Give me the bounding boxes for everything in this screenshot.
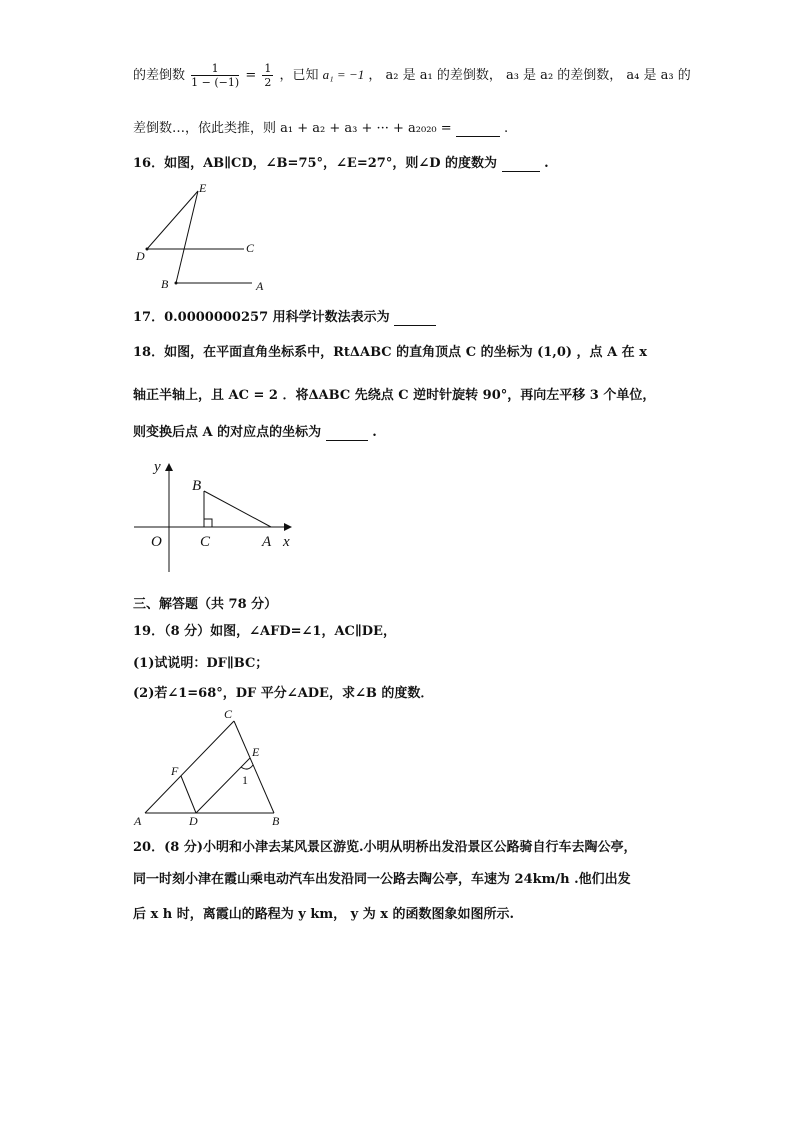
q15-line2-text: 差倒数…，依此类推，则 a₁ + a₂ + a₃ + ··· + a₂₀₂₀ = (133, 121, 452, 136)
label-b: B (192, 478, 202, 494)
q20-line1-text: 20．(8 分)小明和小津去某风景区游览.小明从明桥出发沿景区公路骑自行车去陶公亭， (133, 840, 637, 855)
label-e: E (199, 181, 207, 195)
q15-part2: ， a₂ 是 a₁ 的差倒数， a₃ 是 a₂ 的差倒数， a₄ 是 a₃ 的 (368, 68, 691, 83)
label-c: C (246, 241, 255, 255)
q18-line2-text: 轴正半轴上，且 AC = 2 ．将ΔABC 先绕点 C 逆时针旋转 90°，再向左平移 3 个单位， (133, 388, 656, 403)
q18-line3-text: 则变换后点 A 的对应点的坐标为 (133, 425, 322, 440)
q16-end: . (544, 156, 549, 171)
frac1-den: 1 − (−1) (191, 76, 240, 89)
label-a: A (134, 814, 142, 828)
segment-ac (145, 721, 234, 813)
q20-line2 (133, 868, 631, 887)
label-y: y (154, 459, 161, 475)
label-x: x (283, 534, 290, 550)
label-c: C (200, 534, 211, 550)
label-e: E (252, 745, 260, 759)
q15-a1-value: a₁ = −1 (322, 67, 365, 82)
q19-line3-text: (2)若∠1=68°，DF 平分∠ADE，求∠B 的度数． (133, 686, 434, 701)
segment-fd (181, 776, 196, 813)
label-1: 1 (242, 773, 248, 787)
section3-title-text: 三、解答题（共 78 分） (133, 597, 278, 612)
label-d: D (189, 814, 198, 828)
q20-line1 (133, 836, 637, 855)
q20-line3-text: 后 x h 时，离霞山的路程为 y km， y 为 x 的函数图象如图所示. (133, 907, 515, 922)
label-a: A (256, 279, 264, 293)
frac2-num: 1 (264, 62, 272, 75)
label-b: B (161, 277, 169, 291)
q15-prefix: 的差倒数 (133, 68, 186, 83)
frac1-num: 1 (191, 62, 239, 76)
label-c: C (224, 707, 233, 721)
label-a: A (262, 534, 272, 550)
q15-given: ，已知 (279, 68, 319, 83)
q18-end: . (372, 425, 377, 440)
q15-line2-end: . (503, 121, 509, 136)
frac2-den: 2 (264, 76, 272, 89)
q15-equals: = (245, 68, 257, 83)
label-b: B (272, 814, 280, 828)
segment-cb (234, 721, 274, 813)
q20-line2-text: 同一时刻小津在霞山乘电动汽车出发沿同一公路去陶公亭，车速为 24km/h .他们出发 (133, 872, 631, 887)
q16-text: 16．如图，AB∥CD，∠B=75°，∠E=27°，则∠D 的度数为 (133, 156, 498, 171)
q19-line1-text: 19．（8 分）如图，∠AFD=∠1，AC∥DE， (133, 624, 396, 639)
q17-text: 17．0.0000000257 用科学计数法表示为 (133, 310, 390, 325)
q19-line2-text: (1)试说明：DF∥BC； (133, 656, 269, 671)
label-o: O (151, 534, 162, 550)
q20-line3 (133, 903, 514, 922)
label-d: D (136, 249, 145, 263)
q18-line1-text: 18．如图，在平面直角坐标系中，RtΔABC 的直角顶点 C 的坐标为 (1,0) ，点 A 在 x (133, 345, 647, 360)
label-f: F (171, 764, 179, 778)
